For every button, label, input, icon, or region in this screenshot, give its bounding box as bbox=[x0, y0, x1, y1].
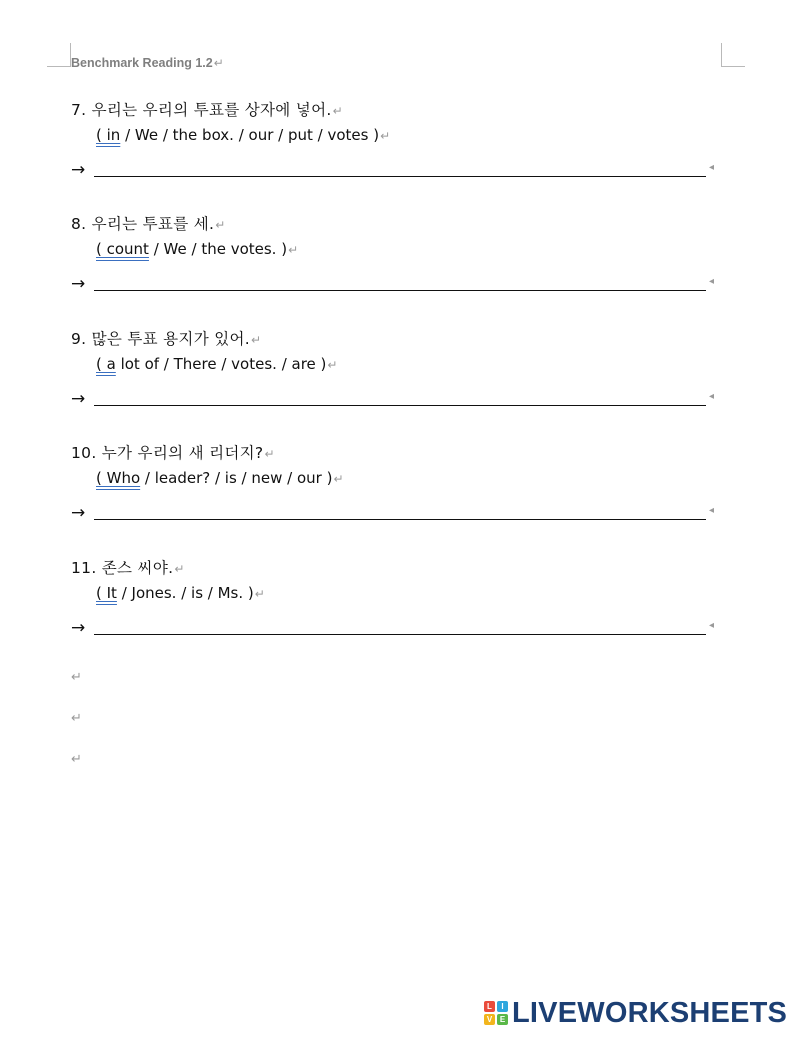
word-bank: ( in / We / the box. / our / put / votes )↵ bbox=[96, 126, 391, 144]
underlined-word: ( a bbox=[96, 355, 116, 373]
paragraph-mark-icon: ↵ bbox=[174, 562, 185, 576]
question-korean-sentence: 9. 많은 투표 용지가 있어.↵ bbox=[71, 330, 262, 348]
cell-end-marker-icon: ◂ bbox=[709, 276, 715, 287]
question-korean-sentence: 10. 누가 우리의 새 리더지?↵ bbox=[71, 444, 275, 462]
paragraph-mark-icon: ↵ bbox=[71, 711, 82, 726]
paragraph-mark-icon: ↵ bbox=[254, 587, 265, 601]
paragraph-mark-icon: ↵ bbox=[333, 472, 344, 486]
answer-input[interactable] bbox=[94, 519, 706, 520]
arrow-icon: → bbox=[71, 503, 86, 523]
logo-tile: I bbox=[497, 1001, 508, 1012]
paragraph-mark-icon: ↵ bbox=[332, 104, 343, 118]
cell-end-marker-icon: ◂ bbox=[709, 505, 715, 516]
word-bank: ( It / Jones. / is / Ms. )↵ bbox=[96, 584, 265, 602]
logo-tile: V bbox=[484, 1014, 495, 1025]
answer-input[interactable] bbox=[94, 290, 706, 291]
underlined-word: ( It bbox=[96, 584, 117, 602]
underlined-word: ( count bbox=[96, 240, 149, 258]
answer-input[interactable] bbox=[94, 176, 706, 177]
header-title: Benchmark Reading 1.2 bbox=[71, 56, 213, 70]
logo-tile: L bbox=[484, 1001, 495, 1012]
paragraph-mark-icon: ↵ bbox=[215, 218, 226, 232]
crop-mark-top-right bbox=[721, 43, 722, 67]
paragraph-mark-icon: ↵ bbox=[288, 243, 299, 257]
question-korean-sentence: 7. 우리는 우리의 투표를 상자에 넣어.↵ bbox=[71, 101, 343, 119]
answer-input[interactable] bbox=[94, 634, 706, 635]
paragraph-mark-icon: ↵ bbox=[264, 447, 275, 461]
arrow-icon: → bbox=[71, 389, 86, 409]
answer-row bbox=[71, 274, 721, 300]
logo-tiles-icon bbox=[484, 1001, 508, 1025]
paragraph-mark-icon: ↵ bbox=[250, 333, 262, 347]
crop-mark-top-right bbox=[721, 66, 745, 67]
paragraph-mark-icon: ↵ bbox=[71, 670, 82, 685]
page-header bbox=[71, 56, 224, 70]
arrow-icon: → bbox=[71, 274, 86, 294]
logo-text: LIVEWORKSHEETS bbox=[512, 997, 788, 1029]
paragraph-mark-icon: ↵ bbox=[213, 56, 224, 70]
question-korean-sentence: 11. 존스 씨야.↵ bbox=[71, 559, 185, 577]
paragraph-mark-icon: ↵ bbox=[71, 752, 82, 767]
cell-end-marker-icon: ◂ bbox=[709, 391, 715, 402]
question-korean-sentence: 8. 우리는 투표를 세.↵ bbox=[71, 215, 226, 233]
word-bank: ( a lot of / There / votes. / are )↵ bbox=[96, 355, 338, 373]
word-bank: ( Who / leader? / is / new / our )↵ bbox=[96, 469, 344, 487]
underlined-word: ( in bbox=[96, 126, 121, 144]
answer-input[interactable] bbox=[94, 405, 706, 406]
cell-end-marker-icon: ◂ bbox=[709, 620, 715, 631]
answer-row bbox=[71, 160, 721, 186]
word-bank: ( count / We / the votes. )↵ bbox=[96, 240, 299, 258]
paragraph-mark-icon: ↵ bbox=[380, 129, 391, 143]
paragraph-mark-icon: ↵ bbox=[327, 358, 338, 372]
underlined-word: ( Who bbox=[96, 469, 141, 487]
cell-end-marker-icon: ◂ bbox=[709, 162, 715, 173]
liveworksheets-logo bbox=[484, 998, 787, 1028]
crop-mark-top-left bbox=[47, 66, 70, 67]
arrow-icon: → bbox=[71, 160, 86, 180]
answer-row bbox=[71, 389, 721, 415]
answer-row bbox=[71, 618, 721, 644]
arrow-icon: → bbox=[71, 618, 86, 638]
answer-row bbox=[71, 503, 721, 529]
logo-tile: E bbox=[497, 1014, 508, 1025]
